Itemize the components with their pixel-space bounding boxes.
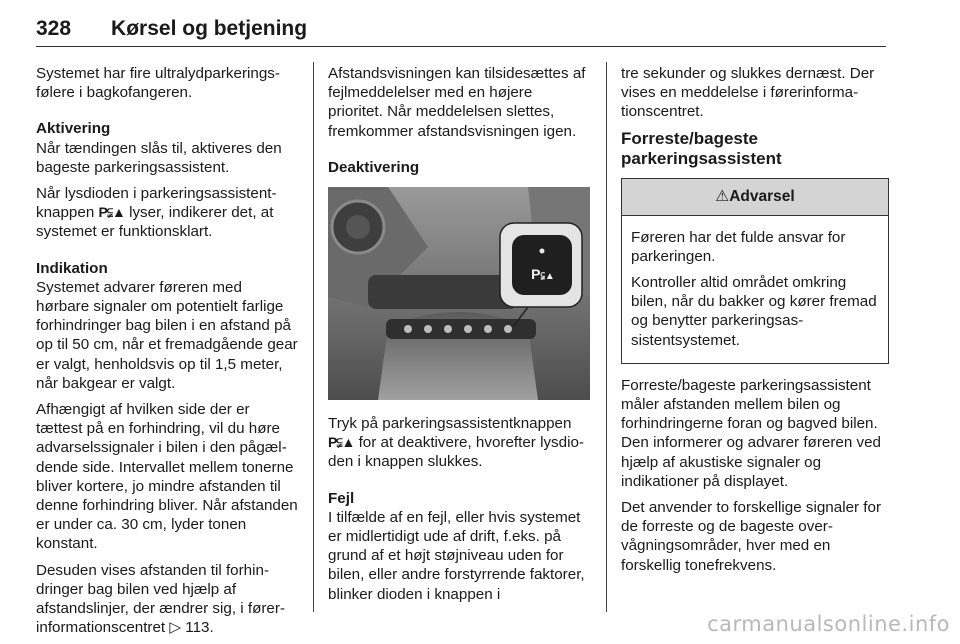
parking-assist-button[interactable] [522, 265, 564, 287]
parking-sensor-icon: P⫋▲ [328, 434, 355, 451]
parking-sensor-icon: P⫋▲ [98, 204, 125, 221]
section-title-line-2: parkeringsassistent [621, 148, 782, 168]
warning-title: Advarsel [729, 187, 795, 205]
column-1 [36, 64, 298, 644]
watermark: carmanualsonline.info [707, 612, 950, 636]
warning-header [622, 179, 888, 216]
column-3 [621, 64, 889, 582]
warning-text-1: Føreren har det fulde ansvar for parkeringen. [631, 228, 846, 265]
page-reference-arrow-icon: ▷ [169, 619, 182, 637]
lysdiode-text-a: Når lysdioden i parkeringsassistentknappen [36, 185, 277, 222]
fejl-text: I tilfælde af en fejl, eller hvis systemet er midlertidigt ude af drift, f.eks. på grund af et højt støjniveau uden for bilen, eller andre forstyrrende faktorer, blinker dioden i knappen i [328, 508, 585, 603]
fejl-heading: Fejl [328, 489, 355, 507]
console-photo [328, 187, 590, 400]
tryk-text [328, 414, 590, 472]
deaktivering-heading: Deaktivering [328, 158, 420, 176]
warning-body [622, 216, 888, 363]
page-reference[interactable]: 113. [181, 619, 214, 637]
column-divider [313, 62, 314, 612]
lysdiode-text [36, 184, 298, 242]
warning-text-2: Kontroller altid området omkring bilen, når du bakker og kører fremad og benytter parkeringsassistentsystemet. [631, 274, 877, 349]
desuden-text-body: Desuden vises afstanden til forhindringer bag bilen ved hjælp af afstandslinjer, der ændrer sig, i førerinformationscentret [36, 561, 286, 637]
indikation-heading: Indikation [36, 259, 108, 277]
tryk-text-a: Tryk på parkeringsassistentknappen [328, 415, 572, 433]
aktivering-text: Når tændingen slås til, aktiveres den bageste parkeringsassistent. [36, 139, 282, 176]
lysdiode-text-b: lyser, indikerer det, at systemet er funktionsklart. [36, 204, 274, 241]
afhaengigt-text: Afhængigt af hvilken side der er tættest på en forhindring, vil du høre advarselssignaler i bilen i den pågældende side. Intervallet mellem tonerne bliver kortere, jo mindre afstanden til denne forhindring bliver. Når afstanden er under ca. 30 cm, lyder tonen konstant. [36, 401, 298, 553]
column-2 [328, 64, 590, 611]
section-title [621, 129, 889, 169]
sensor-waves-icon: ⫋▲ [540, 271, 555, 283]
indikation-text: Systemet advarer føreren med hørbare signaler om potentielt farlige forhindringer bag bilen i en afstand på op til 50 cm, når et fremadgående gear er valgt, henholdsvis op til 1,5 meter, når bakgear er valgt. [36, 278, 298, 392]
continuation-text: tre sekunder og slukkes dernæst. Der vises en meddelelse i førerinformationscentret. [621, 65, 875, 121]
warning-box [621, 178, 889, 364]
desuden-text [36, 561, 298, 638]
page-number: 328 [36, 17, 72, 40]
warning-icon: ⚠ [715, 187, 730, 205]
column-divider [606, 62, 607, 612]
page-header [36, 12, 886, 47]
forreste-text: Forreste/bageste parkeringsassistent måler afstanden mellem bilen og forhindringerne foran og bagved bilen. Den informerer og advarer føreren ved hjælp af akustiske signaler og indikationer på displayet. [621, 376, 881, 490]
section-title-line-1: Forreste/bageste [621, 128, 758, 148]
aktivering-heading: Aktivering [36, 120, 111, 138]
button-label: P [531, 266, 541, 283]
afstand-text: Afstandsvisningen kan tilsidesættes af fejlmeddelelser med en højere prioritet. Når meddelelsen slettes, fremkommer afstandsvisningen igen. [328, 65, 586, 140]
intro-text: Systemet har fire ultralydparkeringsfølere i bagkofangeren. [36, 65, 280, 102]
signaler-text: Det anvender to forskellige signaler for de forreste og de bageste overvågningsområder, hver med en forskellig tonefrekvens. [621, 499, 882, 574]
page-title: Kørsel og betjening [111, 17, 308, 40]
tryk-text-b: for at deaktivere, hvorefter lysdioden i knappen slukkes. [328, 434, 584, 471]
